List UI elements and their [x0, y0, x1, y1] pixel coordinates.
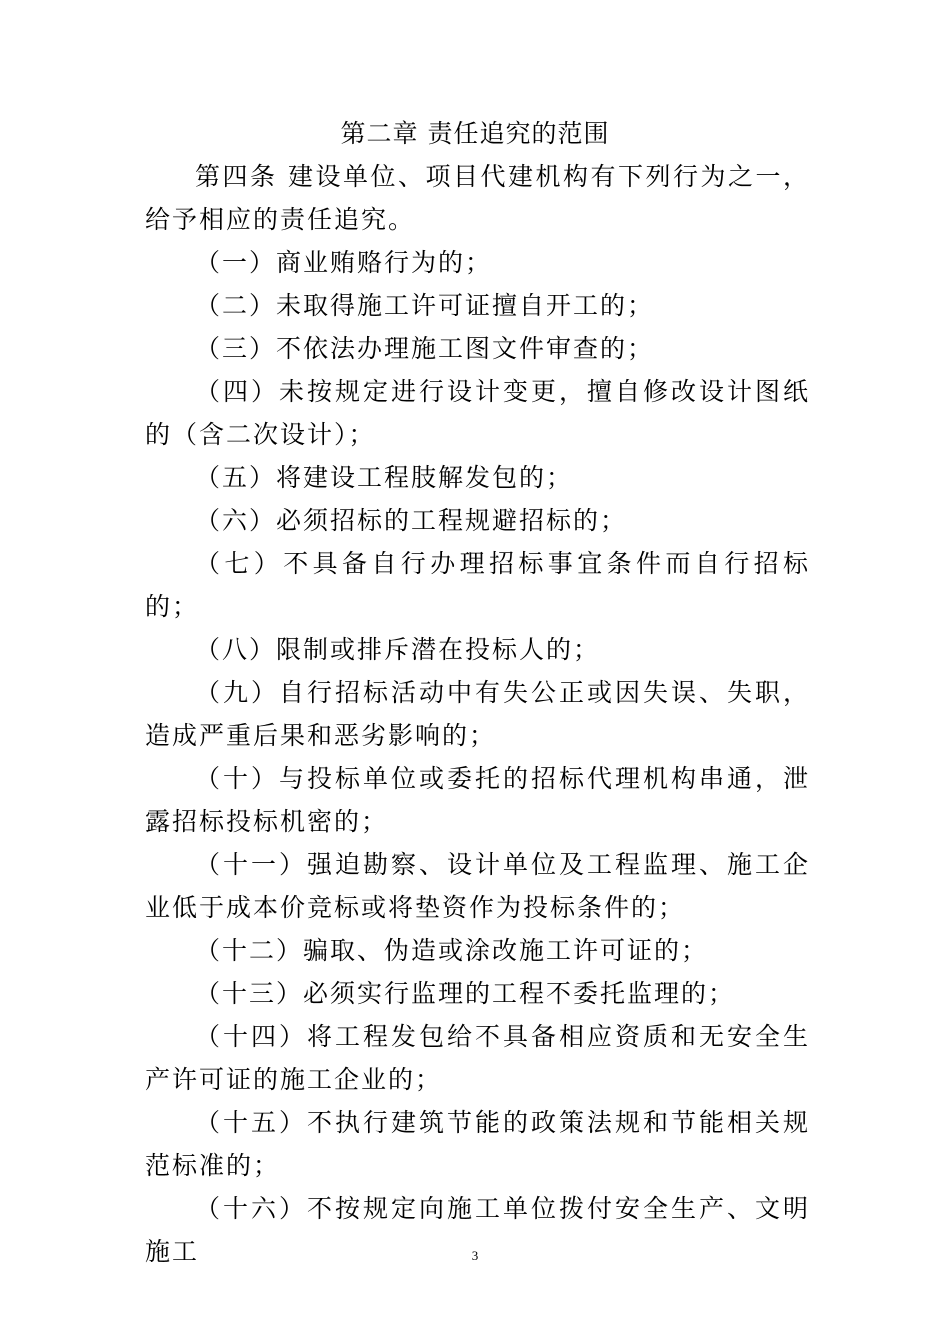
chapter-title: 第二章 责任追究的范围: [340, 119, 610, 148]
list-item-10: （十）与投标单位或委托的招标代理机构串通，泄露招标投标机密的；: [145, 764, 810, 836]
list-item-11: （十一）强迫勘察、设计单位及工程监理、施工企业低于成本价竞标或将垫资作为投标条件的；: [145, 850, 810, 922]
list-item-6: （六）必须招标的工程规避招标的；: [195, 506, 628, 535]
list-item-16: （十六）不按规定向施工单位拨付安全生产、文明施工: [145, 1194, 810, 1266]
list-item-14: （十四）将工程发包给不具备相应资质和无安全生产许可证的施工企业的；: [145, 1022, 810, 1094]
list-item-5: （五）将建设工程肢解发包的；: [195, 463, 574, 492]
list-item-7: （七）不具备自行办理招标事宜条件而自行招标的；: [145, 549, 810, 621]
article-body: [145, 155, 810, 1273]
list-item-9: （九）自行招标活动中有失公正或因失误、失职，造成严重后果和恶劣影响的；: [145, 678, 810, 750]
list-item-12: （十二）骗取、伪造或涂改施工许可证的；: [195, 936, 709, 965]
page-number: 3: [471, 1248, 479, 1263]
list-item-15: （十五）不执行建筑节能的政策法规和节能相关规范标准的；: [145, 1108, 810, 1180]
list-item-4: （四）未按规定进行设计变更，擅自修改设计图纸的（含二次设计）；: [145, 377, 810, 449]
list-item-8: （八）限制或排斥潜在投标人的；: [195, 635, 601, 664]
list-item-3: （三）不依法办理施工图文件审查的；: [195, 334, 655, 363]
list-item-1: （一）商业贿赂行为的；: [195, 248, 493, 277]
list-item-13: （十三）必须实行监理的工程不委托监理的；: [195, 979, 736, 1008]
article-four-heading: 第四条 建设单位、项目代建机构有下列行为之一，给予相应的责任追究。: [145, 162, 810, 234]
list-item-2: （二）未取得施工许可证擅自开工的；: [195, 291, 655, 320]
